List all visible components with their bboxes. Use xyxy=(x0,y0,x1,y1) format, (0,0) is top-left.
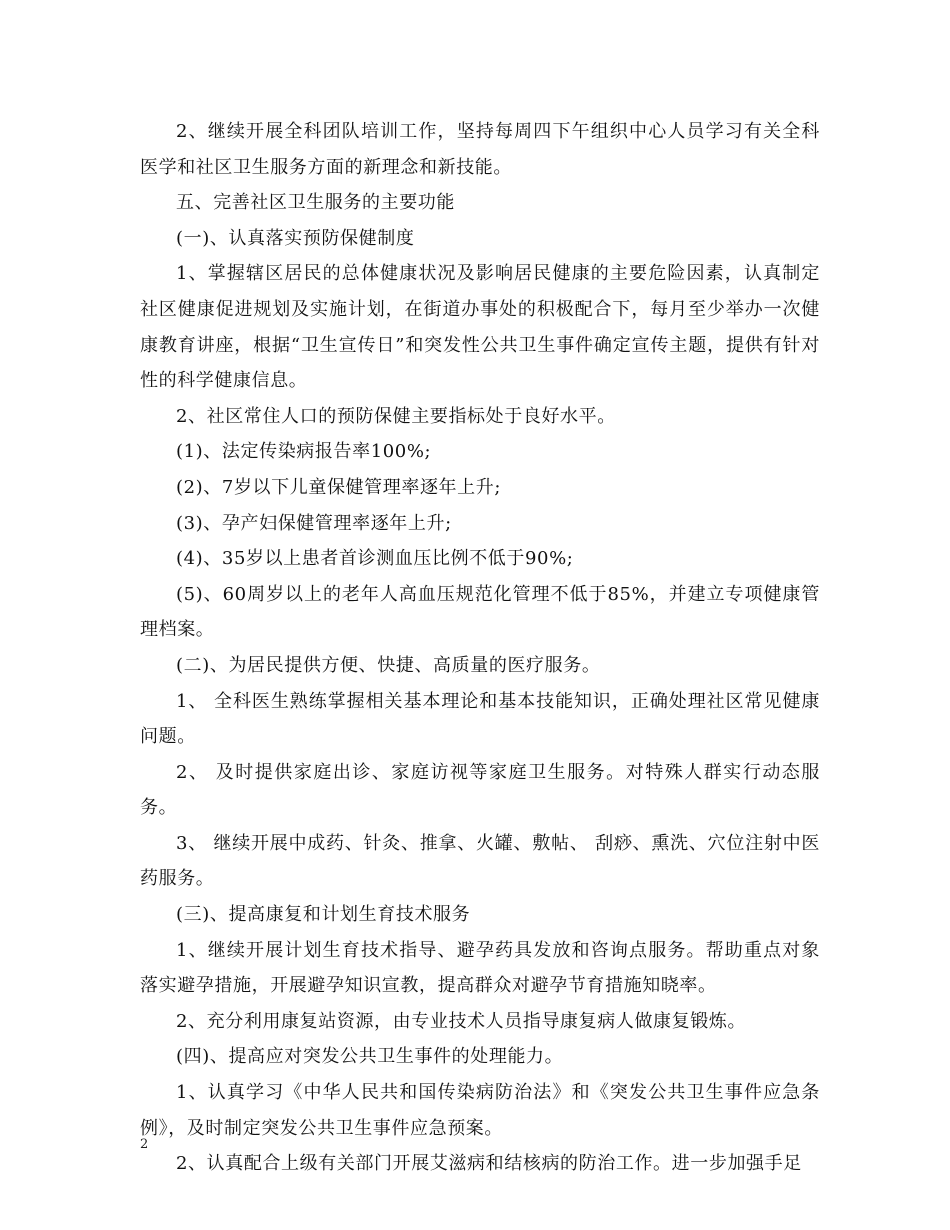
subsection-heading: (二)、为居民提供方便、快捷、高质量的医疗服务。 xyxy=(176,654,601,676)
paragraph: 2、社区常住人口的预防保健主要指标处于良好水平。 xyxy=(176,405,616,427)
paragraph: 1、继续开展计划生育技术指导、避孕药具发放和咨询点服务。帮助重点对象落实避孕措施，开展避孕知识宣教，提高群众对避孕节育措施知晓率。 xyxy=(140,939,820,997)
page-number: 2 xyxy=(140,1137,149,1152)
subsection-heading: (三)、提高康复和计划生育技术服务 xyxy=(176,904,471,926)
paragraph: 1、 全科医生熟练掌握相关基本理论和基本技能知识，正确处理社区常见健康问题。 xyxy=(140,690,820,748)
paragraph: 2、认真配合上级有关部门开展艾滋病和结核病的防治工作。进一步加强手足 xyxy=(176,1153,802,1175)
paragraph: 3、 继续开展中成药、针灸、推拿、火罐、敷帖、 刮痧、熏洗、穴位注射中医药服务。 xyxy=(140,832,820,890)
section-heading: 五、完善社区卫生服务的主要功能 xyxy=(176,192,455,214)
paragraph: 1、认真学习《中华人民共和国传染病防治法》和《突发公共卫生事件应急条例》，及时制定突发公共卫生事件应急预案。 xyxy=(140,1082,820,1139)
subsection-heading: (四)、提高应对突发公共卫生事件的处理能力。 xyxy=(176,1046,564,1068)
paragraph: 1、掌握辖区居民的总体健康状况及影响居民健康的主要危险因素，认真制定社区健康促进规划及实施计划，在街道办事处的积极配合下，每月至少举办一次健康教育讲座，根据“卫生宣传日”和突发性公共卫生事件确定宣传主题，提供有针对性的科学健康信息。 xyxy=(140,263,820,392)
list-item: (3)、孕产妇保健管理率逐年上升; xyxy=(176,512,452,534)
list-item: (2)、7岁以下儿童保健管理率逐年上升; xyxy=(176,476,502,498)
subsection-heading: (一)、认真落实预防保健制度 xyxy=(176,227,415,249)
list-item: (5)、60周岁以上的老年人高血压规范化管理不低于85%，并建立专项健康管理档案。 xyxy=(140,583,820,641)
list-item: (4)、35岁以上患者首诊测血压比例不低于90%; xyxy=(176,548,574,570)
list-item: (1)、法定传染病报告率100%; xyxy=(176,441,432,463)
paragraph: 2、充分利用康复站资源，由专业技术人员指导康复病人做康复锻炼。 xyxy=(176,1010,747,1032)
document-body xyxy=(140,114,820,1182)
paragraph: 2、 及时提供家庭出诊、家庭访视等家庭卫生服务。对特殊人群实行动态服务。 xyxy=(140,761,820,819)
paragraph: 2、继续开展全科团队培训工作，坚持每周四下午组织中心人员学习有关全科医学和社区卫生服务方面的新理念和新技能。 xyxy=(140,121,820,178)
